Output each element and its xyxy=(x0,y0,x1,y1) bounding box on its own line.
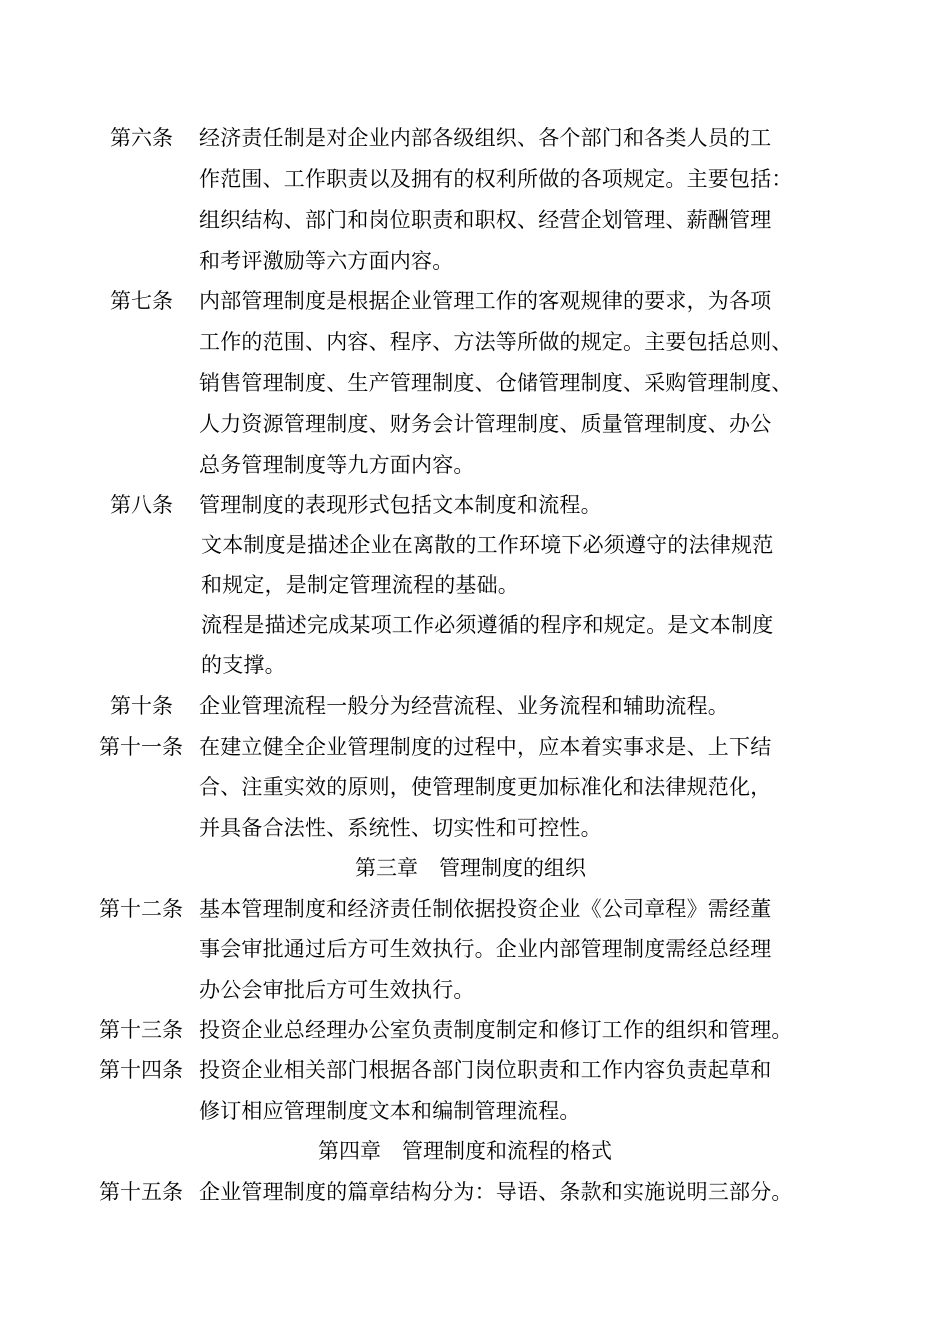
article-label: 第六条 xyxy=(110,126,173,150)
article-text-line: 的支撑。 xyxy=(201,653,286,677)
article-label: 第十三条 xyxy=(99,1018,183,1042)
article-text-line: 企业管理制度的篇章结构分为：导语、条款和实施说明三部分。 xyxy=(199,1180,793,1204)
article-text-line: 投资企业相关部门根据各部门岗位职责和工作内容负责起草和 xyxy=(199,1058,772,1082)
article-text-line: 合、注重实效的原则，使管理制度更加标准化和法律规范化， xyxy=(199,775,772,799)
article-text-line: 人力资源管理制度、财务会计管理制度、质量管理制度、办公 xyxy=(199,412,772,436)
article-text-line: 销售管理制度、生产管理制度、仓储管理制度、采购管理制度、 xyxy=(199,371,793,395)
article-text-line: 作范围、工作职责以及拥有的权利所做的各项规定。主要包括： xyxy=(199,167,793,191)
article-text-line: 流程是描述完成某项工作必须遵循的程序和规定。是文本制度 xyxy=(201,613,774,637)
article-label: 第十二条 xyxy=(99,897,183,921)
chapter-heading: 第四章 管理制度和流程的格式 xyxy=(318,1139,612,1163)
article-text-line: 管理制度的表现形式包括文本制度和流程。 xyxy=(199,493,602,517)
article-text-line: 修订相应管理制度文本和编制管理流程。 xyxy=(199,1099,581,1123)
article-text-line: 并具备合法性、系统性、切实性和可控性。 xyxy=(199,816,602,840)
article-text-line: 投资企业总经理办公室负责制度制定和修订工作的组织和管理。 xyxy=(199,1018,793,1042)
chapter-heading: 第三章 管理制度的组织 xyxy=(355,856,586,880)
article-text-line: 工作的范围、内容、程序、方法等所做的规定。主要包括总则、 xyxy=(199,330,793,354)
article-text-line: 和规定，是制定管理流程的基础。 xyxy=(201,573,519,597)
article-text-line: 办公会审批后方可生效执行。 xyxy=(199,978,475,1002)
article-label: 第十四条 xyxy=(99,1058,183,1082)
article-label: 第十五条 xyxy=(99,1180,183,1204)
article-text-line: 事会审批通过后方可生效执行。企业内部管理制度需经总经理 xyxy=(199,937,772,961)
article-label: 第十一条 xyxy=(99,735,183,759)
article-text-line: 经济责任制是对企业内部各级组织、各个部门和各类人员的工 xyxy=(199,126,772,150)
article-text-line: 内部管理制度是根据企业管理工作的客观规律的要求，为各项 xyxy=(199,289,772,313)
article-label: 第八条 xyxy=(110,493,173,517)
article-text-line: 文本制度是描述企业在离散的工作环境下必须遵守的法律规范 xyxy=(201,533,774,557)
article-text-line: 企业管理流程一般分为经营流程、业务流程和辅助流程。 xyxy=(199,694,729,718)
article-label: 第十条 xyxy=(110,694,173,718)
article-text-line: 基本管理制度和经济责任制依据投资企业《公司章程》需经董 xyxy=(199,897,772,921)
article-text-line: 组织结构、部门和岗位职责和职权、经营企划管理、薪酬管理 xyxy=(199,208,772,232)
article-text-line: 总务管理制度等九方面内容。 xyxy=(199,453,475,477)
article-label: 第七条 xyxy=(110,289,173,313)
article-text-line: 和考评激励等六方面内容。 xyxy=(199,249,454,273)
article-text-line: 在建立健全企业管理制度的过程中，应本着实事求是、上下结 xyxy=(199,735,772,759)
